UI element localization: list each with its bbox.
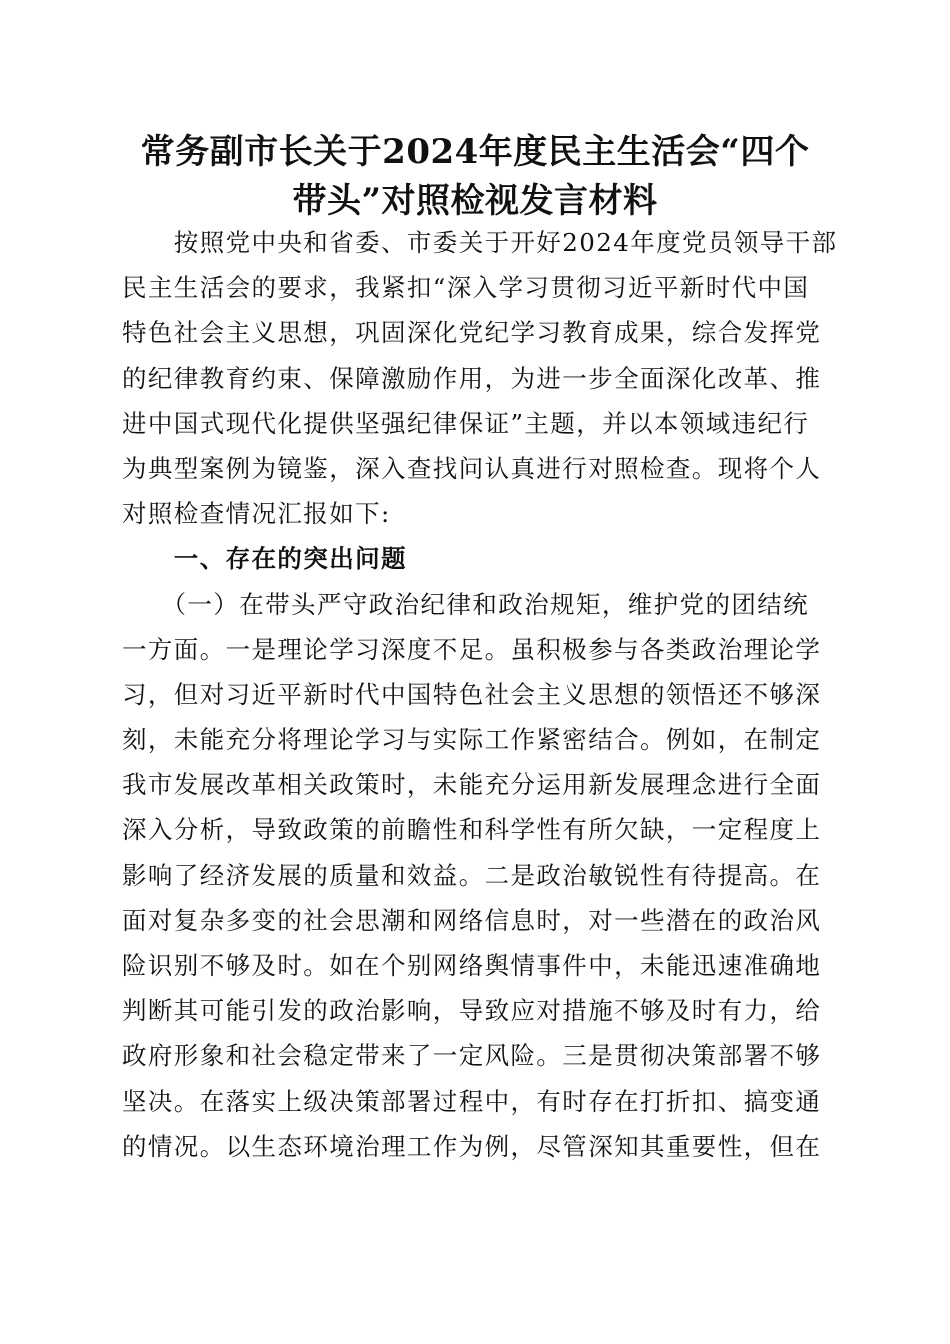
paragraph-line: 按照党中央和省委、市委关于开好2024年度党员领导干部: [122, 228, 838, 257]
paragraph-line: 特色社会主义思想，巩固深化党纪学习教育成果，综合发挥党: [122, 318, 822, 348]
title-line-2: 带头”对照检视发言材料: [292, 181, 658, 221]
paragraph-line: 的纪律教育约束、保障激励作用，为进一步全面深化改革、推: [122, 363, 822, 393]
document-body: [122, 220, 838, 1169]
document-title: [110, 128, 840, 226]
paragraph-line: 判断其可能引发的政治影响，导致应对措施不够及时有力，给: [122, 996, 822, 1026]
section-heading: 一、存在的突出问题: [122, 544, 407, 574]
paragraph-line: 民主生活会的要求，我紧扣“深入学习贯彻习近平新时代中国: [122, 273, 810, 303]
paragraph-line: 我市发展改革相关政策时，未能充分运用新发展理念进行全面: [122, 770, 822, 800]
paragraph-line: 刻，未能充分将理论学习与实际工作紧密结合。例如，在制定: [122, 725, 822, 755]
paragraph-line: 面对复杂多变的社会思潮和网络信息时，对一些潜在的政治风: [122, 905, 822, 935]
paragraph-line: 进中国式现代化提供坚强纪律保证”主题，并以本领域违纪行: [122, 408, 810, 438]
title-line-1: 常务副市长关于2024年度民主生活会“四个: [140, 132, 810, 172]
paragraph-line: 影响了经济发展的质量和效益。二是政治敏锐性有待提高。在: [122, 860, 822, 890]
paragraph-line: 为典型案例为镜鉴，深入查找问认真进行对照检查。现将个人: [122, 453, 822, 483]
paragraph-line: 对照检查情况汇报如下:: [122, 499, 391, 529]
paragraph-line: （一）在带头严守政治纪律和政治规矩，维护党的团结统: [122, 589, 810, 619]
paragraph-line: 坚决。在落实上级决策部署过程中，有时存在打折扣、搞变通: [122, 1086, 822, 1116]
paragraph-line: 一方面。一是理论学习深度不足。虽积极参与各类政治理论学: [122, 634, 822, 664]
paragraph-line: 的情况。以生态环境治理工作为例，尽管深知其重要性，但在: [122, 1131, 822, 1161]
paragraph-line: 习，但对习近平新时代中国特色社会主义思想的领悟还不够深: [122, 679, 822, 709]
paragraph-line: 深入分析，导致政策的前瞻性和科学性有所欠缺，一定程度上: [122, 815, 822, 845]
paragraph-line: 险识别不够及时。如在个别网络舆情事件中，未能迅速准确地: [122, 951, 822, 980]
paragraph-line: 政府形象和社会稳定带来了一定风险。三是贯彻决策部署不够: [122, 1041, 822, 1071]
